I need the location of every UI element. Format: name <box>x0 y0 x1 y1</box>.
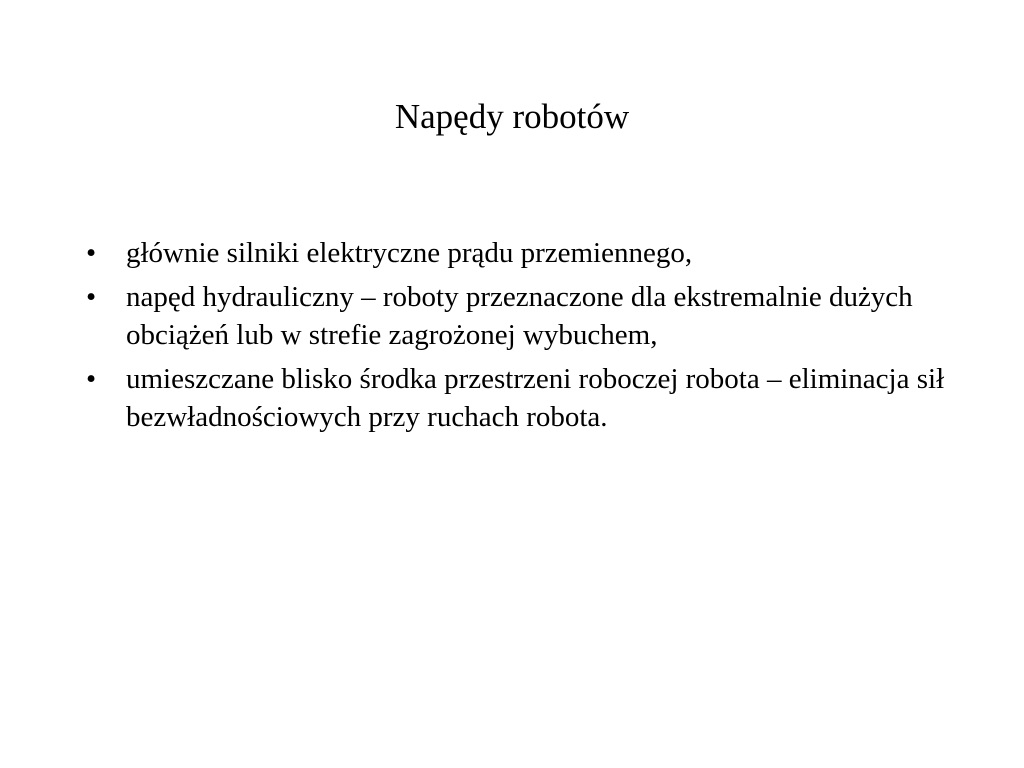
bullet-marker: • <box>86 237 97 269</box>
bullet-marker: • <box>86 363 97 395</box>
bullet-text: głównie silniki elektryczne prądu przemiennego, <box>126 237 693 269</box>
bullet-item <box>86 278 946 354</box>
bullet-marker: • <box>86 281 97 313</box>
bullet-list <box>86 234 946 442</box>
bullet-item <box>86 360 946 436</box>
slide-title: Napędy robotów <box>394 97 630 136</box>
bullet-text: umieszczane blisko środka przestrzeni roboczej robota – eliminacja sił bezwładnościowych przy ruchach robota. <box>126 363 945 433</box>
bullet-item <box>86 234 946 272</box>
bullet-text: napęd hydrauliczny – roboty przeznaczone dla ekstremalnie dużych obciążeń lub w strefie zagrożonej wybuchem, <box>126 281 913 351</box>
